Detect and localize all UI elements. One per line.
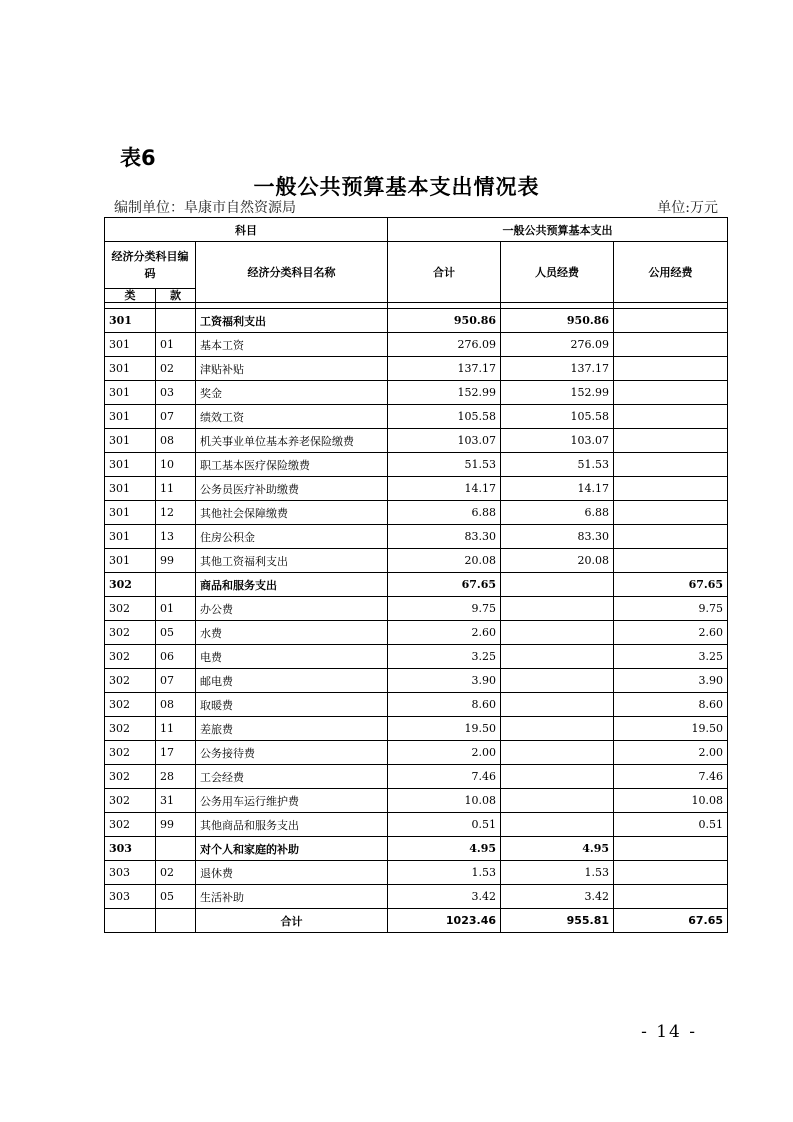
item-cell: 02 [156, 357, 196, 381]
personnel-cell: 103.07 [501, 429, 614, 453]
table-row [105, 597, 728, 621]
class-cell: 301 [105, 381, 156, 405]
table-row [105, 549, 728, 573]
total-cell: 2.00 [388, 741, 501, 765]
public-cell: 3.90 [614, 669, 728, 693]
class-cell: 303 [105, 885, 156, 909]
public-header: 公用经费 [614, 242, 728, 303]
total-personnel: 955.81 [501, 909, 614, 933]
item-cell: 02 [156, 861, 196, 885]
total-cell: 105.58 [388, 405, 501, 429]
table-number: 表6 [120, 146, 156, 170]
class-cell: 301 [105, 405, 156, 429]
table-row [105, 357, 728, 381]
public-cell [614, 405, 728, 429]
table-row [105, 453, 728, 477]
class-cell: 301 [105, 429, 156, 453]
table-row [105, 789, 728, 813]
public-cell [614, 861, 728, 885]
item-cell: 07 [156, 669, 196, 693]
subject-header: 科目 [105, 218, 388, 242]
table-row [105, 669, 728, 693]
total-cell: 67.65 [388, 573, 501, 597]
name-cell: 电费 [196, 645, 388, 669]
name-cell: 其他社会保障缴费 [196, 501, 388, 525]
name-cell: 津贴补贴 [196, 357, 388, 381]
public-cell [614, 357, 728, 381]
name-cell: 退休费 [196, 861, 388, 885]
class-cell: 302 [105, 645, 156, 669]
total-cell: 8.60 [388, 693, 501, 717]
table-row [105, 429, 728, 453]
total-cell: 4.95 [388, 837, 501, 861]
item-cell: 99 [156, 813, 196, 837]
personnel-cell: 3.42 [501, 885, 614, 909]
class-cell: 301 [105, 549, 156, 573]
item-cell [156, 837, 196, 861]
public-cell [614, 477, 728, 501]
total-cell: 103.07 [388, 429, 501, 453]
name-cell: 职工基本医疗保险缴费 [196, 453, 388, 477]
name-cell: 水费 [196, 621, 388, 645]
total-cell: 6.88 [388, 501, 501, 525]
personnel-cell: 4.95 [501, 837, 614, 861]
personnel-cell: 51.53 [501, 453, 614, 477]
personnel-cell: 1.53 [501, 861, 614, 885]
budget-table [104, 217, 728, 933]
personnel-cell [501, 789, 614, 813]
class-cell: 302 [105, 765, 156, 789]
item-cell: 12 [156, 501, 196, 525]
item-cell: 11 [156, 477, 196, 501]
public-cell: 10.08 [614, 789, 728, 813]
personnel-cell: 137.17 [501, 357, 614, 381]
class-cell: 302 [105, 573, 156, 597]
item-cell: 13 [156, 525, 196, 549]
table-row [105, 477, 728, 501]
personnel-cell [501, 597, 614, 621]
name-cell: 公务员医疗补助缴费 [196, 477, 388, 501]
table-row [105, 813, 728, 837]
total-cell: 10.08 [388, 789, 501, 813]
public-cell [614, 549, 728, 573]
item-cell: 11 [156, 717, 196, 741]
name-cell: 奖金 [196, 381, 388, 405]
public-cell [614, 429, 728, 453]
item-cell [156, 573, 196, 597]
name-cell: 绩效工资 [196, 405, 388, 429]
name-cell: 公务接待费 [196, 741, 388, 765]
personnel-cell: 950.86 [501, 309, 614, 333]
personnel-cell [501, 573, 614, 597]
personnel-cell [501, 717, 614, 741]
personnel-cell: 152.99 [501, 381, 614, 405]
expense-header: 一般公共预算基本支出 [388, 218, 728, 242]
total-cell: 137.17 [388, 357, 501, 381]
total-cell: 51.53 [388, 453, 501, 477]
item-cell [156, 309, 196, 333]
class-cell: 302 [105, 693, 156, 717]
name-cell: 对个人和家庭的补助 [196, 837, 388, 861]
total-cell: 3.42 [388, 885, 501, 909]
total-cell: 950.86 [388, 309, 501, 333]
total-cell: 7.46 [388, 765, 501, 789]
class-cell: 302 [105, 813, 156, 837]
name-cell: 取暖费 [196, 693, 388, 717]
organization-label: 编制单位：阜康市自然资源局 [114, 200, 296, 216]
total-cell: 2.60 [388, 621, 501, 645]
public-cell: 9.75 [614, 597, 728, 621]
class-cell: 303 [105, 837, 156, 861]
item-cell: 07 [156, 405, 196, 429]
class-cell: 302 [105, 741, 156, 765]
name-cell: 其他商品和服务支出 [196, 813, 388, 837]
personnel-cell [501, 765, 614, 789]
table-row [105, 333, 728, 357]
personnel-cell [501, 693, 614, 717]
name-cell: 差旅费 [196, 717, 388, 741]
item-cell: 06 [156, 645, 196, 669]
name-cell: 生活补助 [196, 885, 388, 909]
class-header: 类 [105, 289, 156, 303]
total-cell: 152.99 [388, 381, 501, 405]
class-cell: 302 [105, 717, 156, 741]
name-cell: 工会经费 [196, 765, 388, 789]
public-cell [614, 333, 728, 357]
total-cell: 14.17 [388, 477, 501, 501]
unit-label: 单位:万元 [657, 200, 718, 216]
class-cell: 301 [105, 333, 156, 357]
page-number: - 14 - [641, 1022, 697, 1042]
public-cell: 7.46 [614, 765, 728, 789]
public-cell [614, 525, 728, 549]
class-cell: 301 [105, 309, 156, 333]
personnel-cell: 83.30 [501, 525, 614, 549]
class-cell: 302 [105, 789, 156, 813]
table-row [105, 861, 728, 885]
table-row [105, 381, 728, 405]
public-cell: 0.51 [614, 813, 728, 837]
personnel-cell [501, 669, 614, 693]
total-cell: 20.08 [388, 549, 501, 573]
name-cell: 基本工资 [196, 333, 388, 357]
personnel-cell [501, 621, 614, 645]
name-cell: 商品和服务支出 [196, 573, 388, 597]
class-cell: 302 [105, 597, 156, 621]
category-row [105, 837, 728, 861]
item-cell: 03 [156, 381, 196, 405]
public-cell: 2.00 [614, 741, 728, 765]
class-cell: 301 [105, 525, 156, 549]
document-title: 一般公共预算基本支出情况表 [253, 175, 540, 199]
public-cell [614, 381, 728, 405]
personnel-header: 人员经费 [501, 242, 614, 303]
personnel-cell: 14.17 [501, 477, 614, 501]
item-cell: 01 [156, 333, 196, 357]
item-cell: 28 [156, 765, 196, 789]
table-row [105, 741, 728, 765]
public-cell: 19.50 [614, 717, 728, 741]
name-cell: 公务用车运行维护费 [196, 789, 388, 813]
class-cell: 301 [105, 453, 156, 477]
class-cell: 303 [105, 861, 156, 885]
total-cell: 83.30 [388, 525, 501, 549]
item-cell: 99 [156, 549, 196, 573]
item-cell: 01 [156, 597, 196, 621]
class-cell: 301 [105, 477, 156, 501]
personnel-cell [501, 741, 614, 765]
public-cell: 3.25 [614, 645, 728, 669]
personnel-cell: 6.88 [501, 501, 614, 525]
total-cell: 3.90 [388, 669, 501, 693]
name-cell: 办公费 [196, 597, 388, 621]
item-header: 款 [156, 289, 196, 303]
total-row [105, 909, 728, 933]
table-row [105, 717, 728, 741]
public-cell: 2.60 [614, 621, 728, 645]
total-header: 合计 [388, 242, 501, 303]
public-cell [614, 885, 728, 909]
class-cell: 301 [105, 501, 156, 525]
total-cell: 9.75 [388, 597, 501, 621]
public-cell [614, 309, 728, 333]
total-cell: 3.25 [388, 645, 501, 669]
item-cell: 17 [156, 741, 196, 765]
total-public: 67.65 [614, 909, 728, 933]
item-cell: 05 [156, 885, 196, 909]
table-row [105, 501, 728, 525]
public-cell: 8.60 [614, 693, 728, 717]
item-cell: 05 [156, 621, 196, 645]
table-row [105, 885, 728, 909]
name-cell: 工资福利支出 [196, 309, 388, 333]
item-cell: 08 [156, 429, 196, 453]
personnel-cell [501, 813, 614, 837]
name-cell: 邮电费 [196, 669, 388, 693]
personnel-cell [501, 645, 614, 669]
total-cell: 1.53 [388, 861, 501, 885]
public-cell: 67.65 [614, 573, 728, 597]
class-cell: 302 [105, 669, 156, 693]
class-cell: 301 [105, 357, 156, 381]
item-cell: 08 [156, 693, 196, 717]
table-row [105, 405, 728, 429]
public-cell [614, 453, 728, 477]
personnel-cell: 276.09 [501, 333, 614, 357]
class-cell: 302 [105, 621, 156, 645]
table-row [105, 525, 728, 549]
public-cell [614, 837, 728, 861]
total-cell: 276.09 [388, 333, 501, 357]
total-label: 合计 [196, 909, 388, 933]
total-cell: 19.50 [388, 717, 501, 741]
item-cell: 10 [156, 453, 196, 477]
table-row [105, 645, 728, 669]
name-cell: 住房公积金 [196, 525, 388, 549]
total-cell: 0.51 [388, 813, 501, 837]
item-cell: 31 [156, 789, 196, 813]
name-header: 经济分类科目名称 [196, 242, 388, 303]
total-amount: 1023.46 [388, 909, 501, 933]
table-body [105, 309, 728, 909]
category-row [105, 573, 728, 597]
personnel-cell: 20.08 [501, 549, 614, 573]
table-row [105, 765, 728, 789]
category-row [105, 309, 728, 333]
table-row [105, 693, 728, 717]
name-cell: 其他工资福利支出 [196, 549, 388, 573]
table-row [105, 621, 728, 645]
code-header: 经济分类科目编码 [105, 242, 196, 289]
public-cell [614, 501, 728, 525]
personnel-cell: 105.58 [501, 405, 614, 429]
name-cell: 机关事业单位基本养老保险缴费 [196, 429, 388, 453]
